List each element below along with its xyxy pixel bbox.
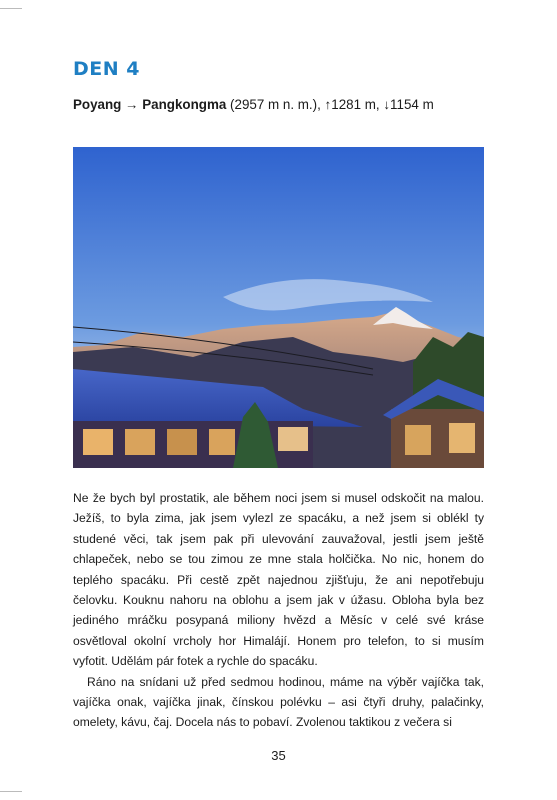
- window: [125, 429, 155, 455]
- paragraph: Ne že bych byl prostatik, ale během noci jsem si musel odskočit na malou. Ježíš, to byla zima, jak jsem vylezl ze spacáku, a než jsem si oblékl ty studené věci, tak jsem pak při ulevování zauvažoval, jestli jsem ještě chlapeček, nebo se tou zimou ze mne stala holčička. No nic, honem do teplého spacáku. Při cestě zpět najednou zjišťuju, že ani nepotřebuju čelovku. Kouknu nahoru na oblohu a jsem jak v úžasu. Obloha byla bez jediného mráčku posypaná miliony hvězd a Měsíc v celé své kráse osvětloval okolní vrcholy hor Himalájí. Honem pro telefon, to si musím vyfotit. Udělám pár fotek a rychle do spacáku.: [73, 491, 484, 669]
- route-line: [73, 97, 434, 112]
- page-number: 35: [271, 748, 286, 763]
- route-to: Pangkongma: [142, 97, 227, 112]
- window: [449, 423, 475, 453]
- route-from: Poyang: [73, 97, 122, 112]
- route-details: (2957 m n. m.), ↑1281 m, ↓1154 m: [230, 97, 434, 112]
- window: [278, 427, 308, 451]
- crop-mark: [0, 8, 22, 9]
- route-arrow: →: [125, 97, 139, 112]
- window: [167, 429, 197, 455]
- paragraph: Ráno na snídani už před sedmou hodinou, máme na výběr vajíčka tak, vajíčka onak, vajíčka jinak, čínskou polévku – asi čtyři druhy, palačinky, omelety, kávu, čaj. Docela nás to pobaví. Zvolenou taktikou z večera si: [73, 674, 484, 730]
- body-text: [73, 488, 484, 733]
- chapter-heading: DEN 4: [73, 58, 140, 80]
- window: [405, 425, 431, 455]
- window: [209, 429, 235, 455]
- crop-mark: [0, 791, 22, 792]
- window: [83, 429, 113, 455]
- mountain-photo: [73, 147, 484, 468]
